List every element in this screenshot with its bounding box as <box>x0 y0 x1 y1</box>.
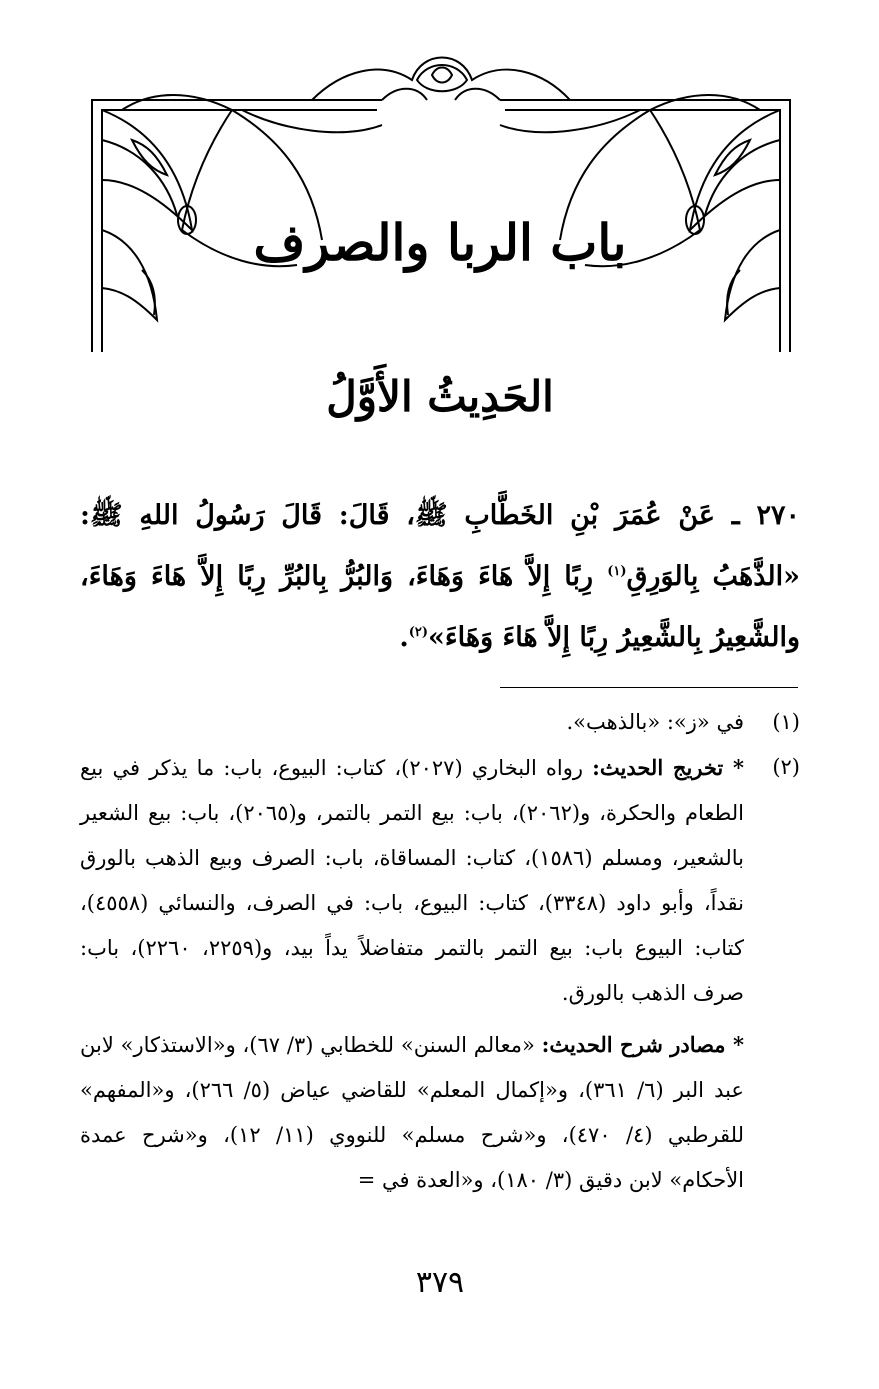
sources-text: «معالم السنن» للخطابي (٣/ ٦٧)، و«الاستذكار» لابن عبد البر (٦/ ٣٦١)، و«إكمال المعلم» للقاضي عياض (٥/ ٢٦٦)، و«المفهم» للقرطبي (٤/ ٤٧٠)، و«شرح مسلم» للنووي (١١/ ١٢)، و«شرح عمدة الأحكام» لابن دقيق (٣/ ١٨٠)، و«العدة في = <box>80 1033 744 1192</box>
page-number: ٣٧٩ <box>415 1265 465 1300</box>
sources-label: * مصادر شرح الحديث: <box>541 1032 744 1057</box>
hadith-number: ٢٧٠ ـ <box>731 500 800 531</box>
hadith-text-part2: رِبًا إِلاَّ هَاءَ وَهَاءَ، وَالبُرُّ بِالبُرِّ رِبًا إِلاَّ هَاءَ وَهَاءَ، والشَّعِيرُ بِالشَّعِيرُ رِبًا إِلاَّ هَاءَ وَهَاءَ» <box>80 561 800 653</box>
footnote-divider <box>500 687 798 688</box>
hadith-heading: الحَدِيثُ الأَوَّلُ <box>326 372 554 421</box>
footnote-body <box>80 745 744 1209</box>
footnote-2 <box>80 745 800 1209</box>
chapter-title: باب الربا والصرف <box>253 213 627 272</box>
ornamental-frame <box>82 30 800 352</box>
hadith-text-end: . <box>399 622 409 653</box>
footnote-1 <box>80 700 800 745</box>
footnote-text: في «ز»: «بالذهب». <box>566 710 744 734</box>
hadith-text <box>80 488 800 666</box>
footnote-marker-1[interactable]: (١) <box>607 564 627 579</box>
footnote-number: (١) <box>772 710 800 734</box>
sources-paragraph <box>80 1022 744 1203</box>
footnote-marker-2[interactable]: (٢) <box>408 625 429 640</box>
takhrij-text: رواه البخاري (٢٠٢٧)، كتاب: البيوع، باب: ما يذكر في بيع الطعام والحكرة، و(٢٠٦٢)، باب: بيع التمر بالتمر، و(٢٠٦٥)، باب: بيع الشعير بالشعير، ومسلم (١٥٨٦)، كتاب: المساقاة، باب: الصرف وبيع الذهب بالورق نقداً، وأبو داود (٣٣٤٨)، كتاب: البيوع، باب: في الصرف، والنسائي (٤٥٥٨)، كتاب: البيوع باب: بيع التمر بالتمر متفاضلاً يداً بيد، و(٢٢٥٩، ٢٢٦٠)، باب: صرف الذهب بالورق. <box>80 756 745 1005</box>
takhrij-paragraph <box>80 745 744 1016</box>
hadith-text-part1: عَنْ عُمَرَ بْنِ الخَطَّابِ ﷺ، قَالَ: قَالَ رَسُولُ اللهِ ﷺ: «الذَّهَبُ بِالوَرِقِ <box>80 500 800 592</box>
takhrij-label: * تخريج الحديث: <box>592 755 744 780</box>
footnotes <box>80 700 800 1209</box>
footnote-number: (٢) <box>772 755 800 779</box>
